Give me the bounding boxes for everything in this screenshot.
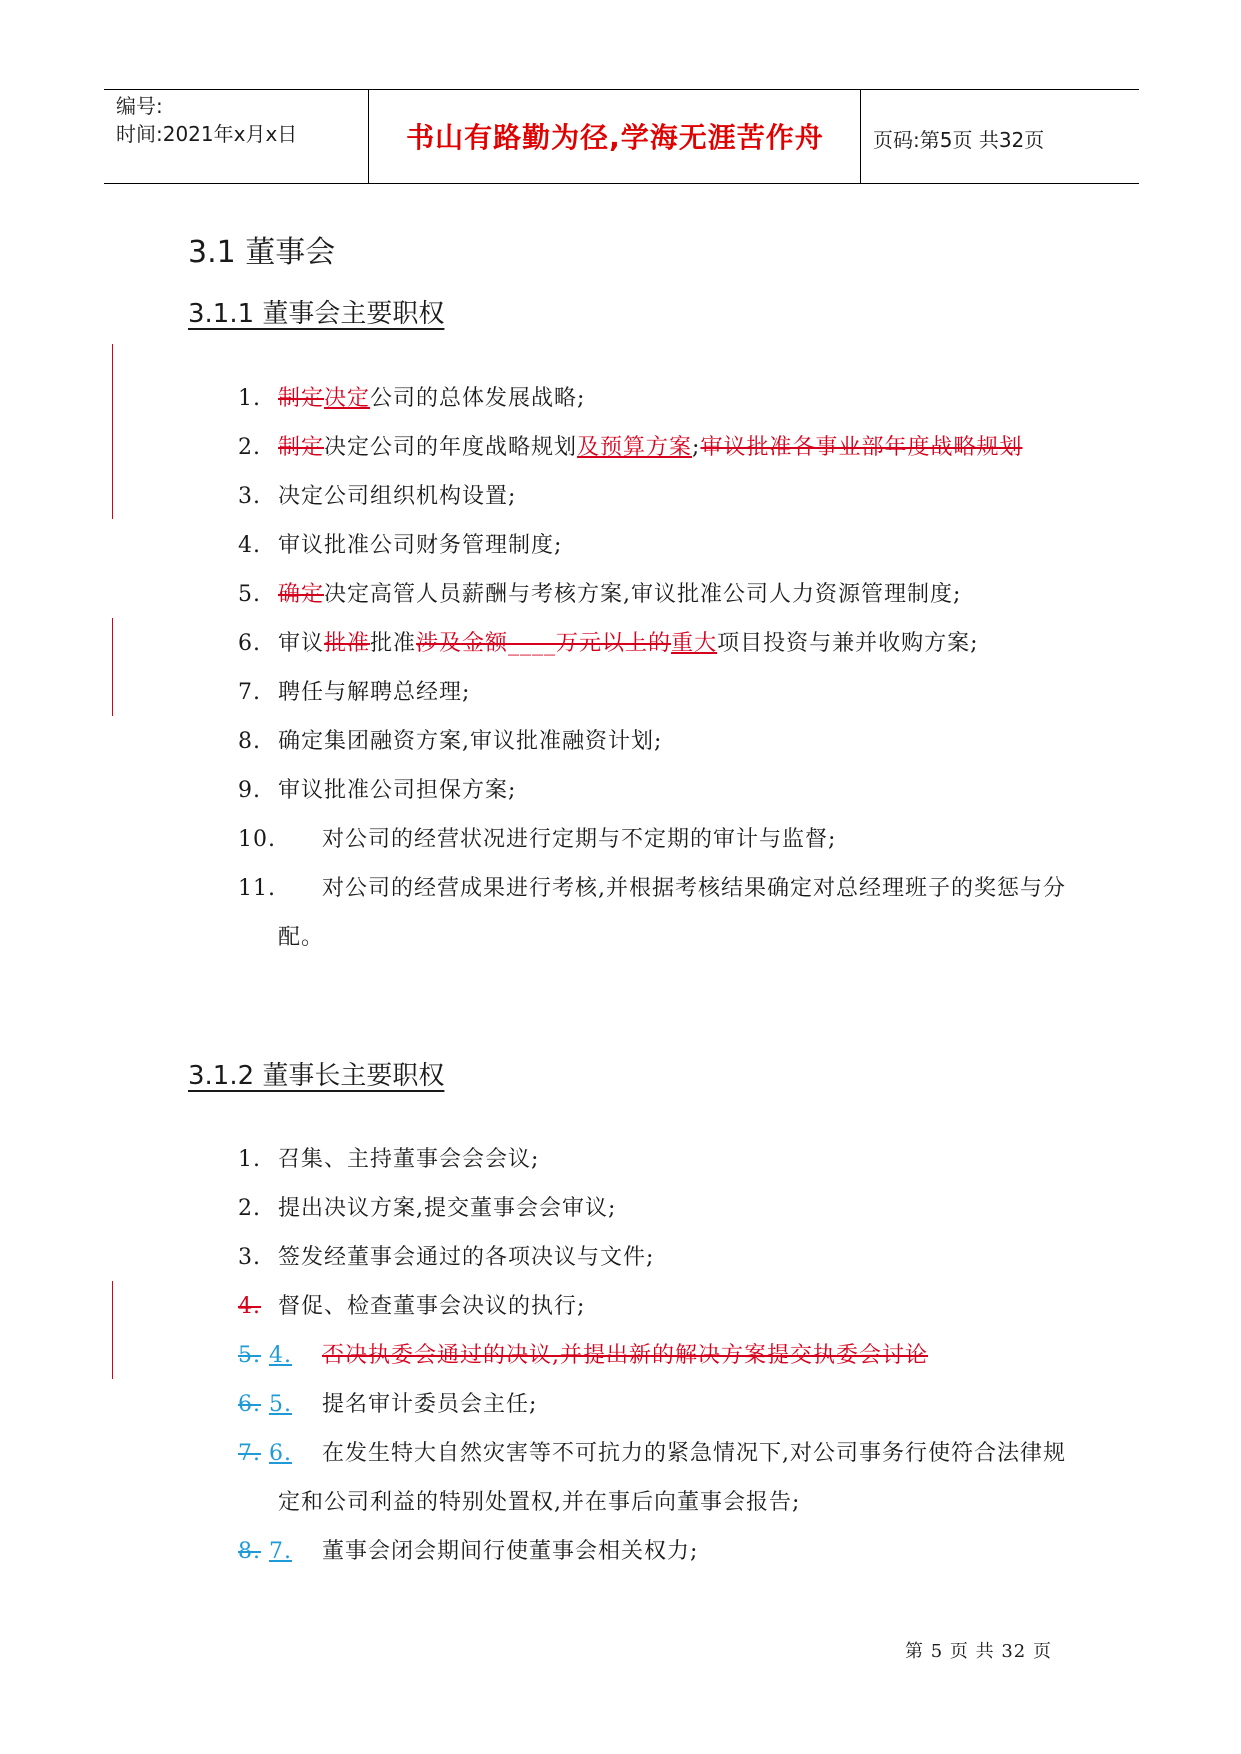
item-number: 8. xyxy=(238,729,261,754)
item-number: 10. xyxy=(238,827,276,852)
list-item xyxy=(238,472,1078,521)
list-item xyxy=(238,1282,1078,1331)
subsection-title-2: 3.1.2 董事长主要职权 xyxy=(188,1061,445,1091)
deleted-text: 审议批准各事业部年度战略规划 xyxy=(700,435,1023,460)
item-number: 1. xyxy=(238,386,261,411)
deleted-item-number: 6. xyxy=(238,1392,261,1417)
item-text: 批准 xyxy=(370,631,417,656)
list-item xyxy=(238,1429,1078,1527)
item-text: 提名审计委员会主任; xyxy=(322,1392,538,1417)
deleted-item-number: 5. xyxy=(238,1343,261,1368)
list-item xyxy=(238,1233,1078,1282)
list-item xyxy=(238,619,1078,668)
item-text: 决定公司的年度战略规划 xyxy=(324,435,578,460)
list-item xyxy=(238,766,1078,815)
header-page-label: 页码:第5页 共32页 xyxy=(873,128,1045,152)
item-number: 2. xyxy=(238,435,261,460)
list-item xyxy=(238,1380,1078,1429)
item-text: 确定集团融资方案,审议批准融资计划; xyxy=(278,729,663,754)
item-text: 决定高管人员薪酬与考核方案,审议批准公司人力资源管理制度; xyxy=(324,582,962,607)
item-text: 审议批准公司担保方案; xyxy=(278,778,517,803)
deleted-text: 确定 xyxy=(278,582,325,607)
deleted-item-number: 8. xyxy=(238,1539,261,1564)
inserted-item-number: 7. xyxy=(269,1539,292,1564)
item-number-group xyxy=(238,1429,292,1478)
header-top-rule xyxy=(104,89,1139,90)
item-number: 3. xyxy=(238,484,261,509)
item-number: 9. xyxy=(238,778,261,803)
item-text: 项目投资与兼并收购方案; xyxy=(717,631,979,656)
deleted-text: 制定 xyxy=(278,435,325,460)
item-text: 召集、主持董事会会会议; xyxy=(278,1147,540,1172)
revision-bar xyxy=(112,1281,113,1379)
item-number: 6. xyxy=(238,631,261,656)
item-number: 2. xyxy=(238,1196,261,1221)
item-number: 7. xyxy=(238,680,261,705)
deleted-item-number: 7. xyxy=(238,1441,261,1466)
revision-bar xyxy=(112,618,113,716)
page-footer: 第 5 页 共 32 页 xyxy=(905,1641,1052,1662)
inserted-item-number: 6. xyxy=(269,1441,292,1466)
item-number-group xyxy=(238,1331,292,1380)
list-item xyxy=(238,1527,1078,1576)
subsection-title-1: 3.1.1 董事会主要职权 xyxy=(188,299,445,329)
header-divider-left xyxy=(368,90,369,183)
item-text: 对公司的经营成果进行考核,并根据考核结果确定对总经理班子的奖惩与分配。 xyxy=(278,876,1066,950)
list-item xyxy=(238,570,1078,619)
deleted-text: 制定 xyxy=(278,386,325,411)
item-text: ; xyxy=(692,435,701,460)
item-text: 审议 xyxy=(278,631,325,656)
list-item xyxy=(238,521,1078,570)
item-text: 签发经董事会通过的各项决议与文件; xyxy=(278,1245,655,1270)
list-item xyxy=(238,717,1078,766)
deleted-text: 批准 xyxy=(324,631,371,656)
section-title: 3.1 董事会 xyxy=(188,235,336,270)
deleted-text: 涉及金额____万元以上的 xyxy=(416,631,672,656)
list-item xyxy=(238,864,1078,962)
item-text: 督促、检查董事会决议的执行; xyxy=(278,1294,586,1319)
item-number: 3. xyxy=(238,1245,261,1270)
item-text: 在发生特大自然灾害等不可抗力的紧急情况下,对公司事务行使符合法律规定和公司利益的特别处置权,并在事后向董事会报告; xyxy=(278,1441,1066,1515)
item-text: 审议批准公司财务管理制度; xyxy=(278,533,563,558)
item-text: 聘任与解聘总经理; xyxy=(278,680,471,705)
item-text: 决定公司组织机构设置; xyxy=(278,484,517,509)
header-time: 时间:2021年x月x日 xyxy=(116,122,298,146)
header-divider-right xyxy=(860,90,861,183)
revision-bar xyxy=(112,344,113,519)
list-item xyxy=(238,815,1078,864)
deleted-item-number: 4. xyxy=(238,1294,261,1319)
item-text: 提出决议方案,提交董事会会审议; xyxy=(278,1196,617,1221)
inserted-text: 及预算方案 xyxy=(577,435,693,460)
item-text: 公司的总体发展战略; xyxy=(370,386,586,411)
inserted-text: 决定 xyxy=(324,386,371,411)
list-item xyxy=(238,374,1078,423)
item-number: 5. xyxy=(238,582,261,607)
deleted-text: 否决执委会通过的决议,并提出新的解决方案提交执委会讨论 xyxy=(322,1343,928,1368)
item-number-group xyxy=(238,1380,292,1429)
list-item xyxy=(238,668,1078,717)
inserted-item-number: 5. xyxy=(269,1392,292,1417)
list-item xyxy=(238,1331,1078,1380)
item-text: 对公司的经营状况进行定期与不定期的审计与监督; xyxy=(322,827,837,852)
header-number: 编号: xyxy=(116,94,163,118)
board-powers-list xyxy=(238,374,1078,962)
header-left-block xyxy=(116,92,297,148)
item-text: 董事会闭会期间行使董事会相关权力; xyxy=(322,1539,699,1564)
chairman-powers-list xyxy=(238,1135,1078,1576)
header-motto: 书山有路勤为径,学海无涯苦作舟 xyxy=(406,121,824,154)
item-number: 1. xyxy=(238,1147,261,1172)
inserted-item-number: 4. xyxy=(269,1343,292,1368)
header-bottom-rule xyxy=(104,183,1139,184)
list-item xyxy=(238,423,1078,472)
inserted-text: 重大 xyxy=(671,631,718,656)
list-item xyxy=(238,1184,1078,1233)
item-number: 4. xyxy=(238,533,261,558)
list-item xyxy=(238,1135,1078,1184)
item-number: 11. xyxy=(238,876,276,901)
item-number-group xyxy=(238,1527,292,1576)
